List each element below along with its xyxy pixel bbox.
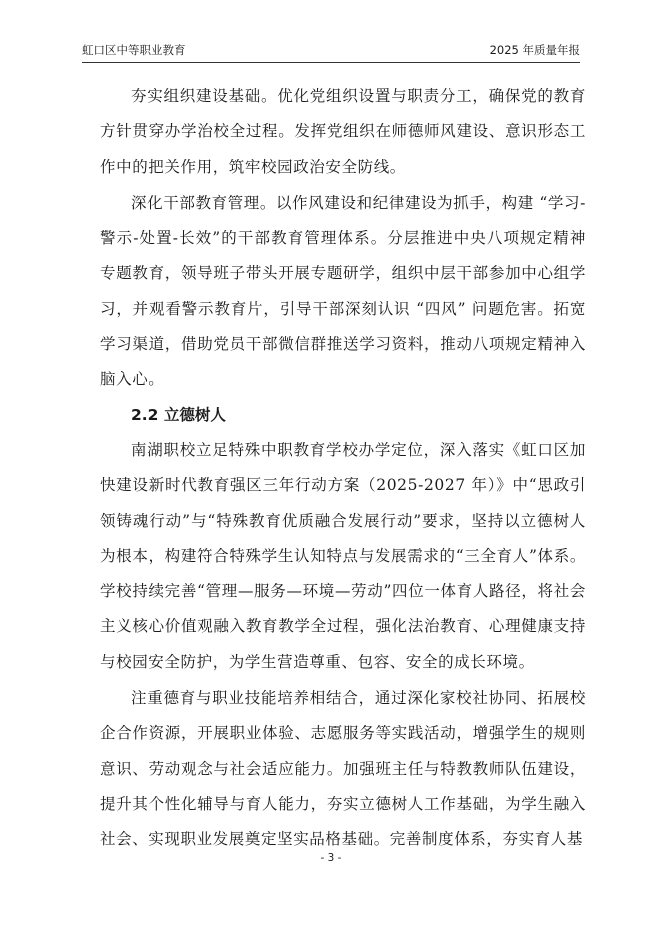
page-body [100, 79, 586, 858]
section-paragraph: 注重德育与职业技能培养相结合，通过深化家校社协同、拓展校企合作资源，开展职业体验、志愿服务等实践活动，增强学生的规则意识、劳动观念与社会适应能力。加强班主任与特教教师队伍建设，提升其个性化辅导与育人能力，夯实立德树人工作基础，为学生融入社会、实现职业发展奠定坚实品格基础。完善制度体系，夯实育人基 [100, 689, 586, 849]
header-left-title: 虹口区中等职业教育 [82, 43, 186, 57]
header-right-title: 2025 年质量年报 [489, 43, 580, 57]
body-paragraph: 夯实组织建设基础。优化党组织设置与职责分工，确保党的教育方针贯穿办学治校全过程。发挥党组织在师德师风建设、意识形态工作中的把关作用，筑牢校园政治安全防线。 [100, 87, 586, 176]
section-paragraph: 南湖职校立足特殊中职教育学校办学定位，深入落实《虹口区加快建设新时代教育强区三年行动方案（2025-2027 年）》中“思政引领铸魂行动”与“特殊教育优质融合发展行动”要求，坚持以立德树人为根本，构建符合特殊学生认知特点与发展需求的“三全育人”体系。学校持续完善“管理—服务—环境—劳动”四位一体育人路径，将社会主义核心价值观融入教育教学全过程，强化法治教育、心理健康支持与校园安全防护，为学生营造尊重、包容、安全的成长环境。 [100, 440, 586, 671]
page-number: - 3 - [320, 852, 342, 864]
body-paragraph: 深化干部教育管理。以作风建设和纪律建设为抓手，构建 “学习-警示-处置-长效”的干部教育管理体系。分层推进中央八项规定精神专题教育，领导班子带头开展专题研学，组织中层干部参加中心组学习，并观看警示教育片，引导干部深刻认识 “四风” 问题危害。拓宽学习渠道，借助党员干部微信群推送学习资料，推动八项规定精神入脑入心。 [100, 193, 586, 389]
page-header [82, 40, 580, 63]
section-heading: 2.2 立德树人 [131, 405, 226, 424]
